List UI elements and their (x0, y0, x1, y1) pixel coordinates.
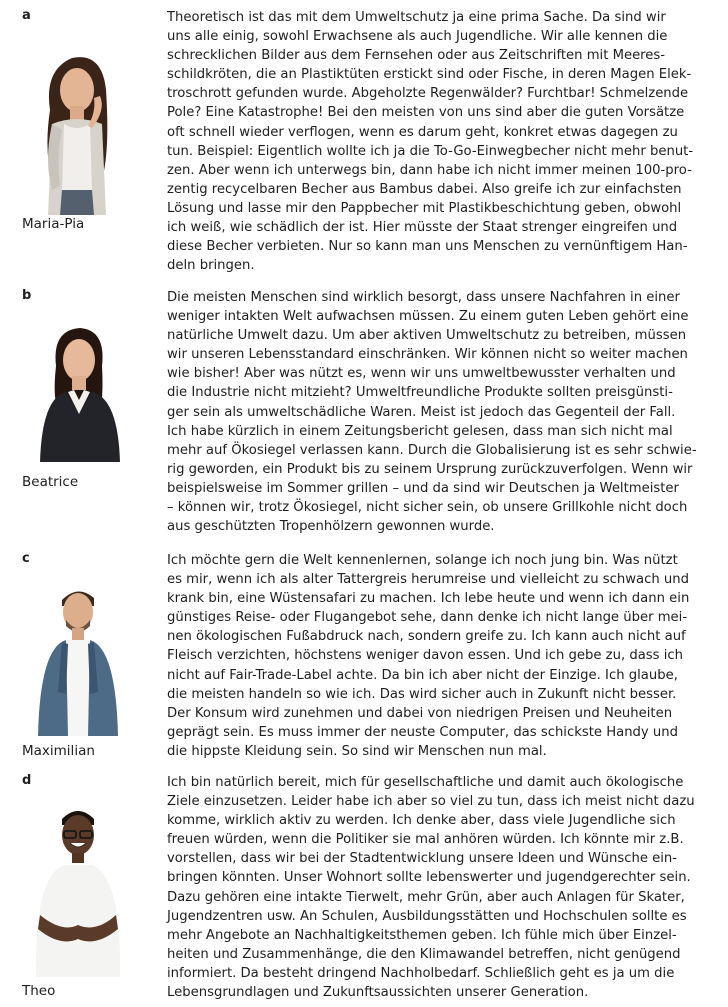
text-line: weniger intakten Welt aufwachsen müssen. Zu einem guten Leben gehört eine (167, 309, 689, 325)
text-line: wie bisher! Aber was nützt es, wenn wir uns umweltbewusster verhalten und (167, 366, 676, 382)
text-line: heiten und Zusammenhänge, die den Klimawandel betreffen, nicht genügend (167, 946, 681, 962)
text-line: nicht auf Fair-Trade-Label achte. Da bin ich aber nicht der Einzige. Ich glaube, (167, 667, 678, 683)
text-line: schrecklichen Bilder aus dem Fernsehen oder aus Zeitschriften mit Meeres- (167, 48, 666, 64)
text-line: mehr Angebote an Nachhaltigkeitsthemen geben. Ich fühle mich über Einzel- (167, 927, 677, 943)
text-line: beispielsweise im Sommer grillen – und da sind wir Deutschen ja Weltmeister (167, 480, 679, 496)
text-line: diese Becher verbieten. Nur so kann man uns Menschen zu vernünftigem Han- (167, 239, 688, 255)
text-line: die hippste Kleidung sein. So sind wir Menschen nun mal. (167, 743, 547, 759)
statement-text (167, 288, 707, 536)
text-line: oft schnell wieder verflogen, wenn es darum geht, konkret etwas dagegen zu (167, 124, 678, 140)
text-line: ger sein als umweltschädliche Waren. Meist ist jedoch das Gegenteil der Fall. (167, 404, 676, 420)
text-line: krank bin, eine Wüstensafari zu machen. Ich lebe heute und wenn ich dann ein (167, 591, 690, 607)
text-line: deln bringen. (167, 258, 255, 274)
text-line: Der Konsum wird zunehmen und dabei von niedrigen Preisen und Neuheiten (167, 705, 673, 721)
photo-beatrice (22, 314, 132, 462)
text-line: troschrott gefunden wurde. Abgeholzte Regenwälder? Furchtbar! Schmelzende (167, 86, 689, 102)
text-line: günstiges Reise- oder Flugangebot sehe, dann denke ich nicht lange über mei- (167, 610, 688, 626)
text-line: Ich möchte gern die Welt kennenlernen, solange ich noch jung bin. Was nützt (167, 553, 678, 568)
text-line: informiert. Da besteht dringend Nachholbedarf. Schließlich geht es ja um die (167, 965, 675, 981)
text-line: Pole? Eine Katastrophe! Bei den meisten von uns sind aber die guten Vorsätze (167, 105, 685, 121)
text-line: die meisten handeln so wie ich. Das wird sicher auch in Zukunft nicht besser. (167, 686, 677, 702)
entry-b (0, 288, 728, 533)
text-line: freuen würden, wenn die Politiker sie mal anhören würden. Ich könnte mir z.B. (167, 832, 684, 848)
person-portrait-icon (22, 576, 132, 736)
text-line: Jugendzentren usw. An Schulen, Ausbildungsstätten und Hochschulen sollte es (167, 908, 687, 924)
text-line: Lösung und lasse mir den Pappbecher mit Plastikbeschichtung geben, obwohl (167, 200, 682, 216)
entry-letter: c (22, 551, 30, 566)
text-line: aus geschützten Tropenhölzern gewonnen wurde. (167, 519, 495, 535)
entry-c (0, 551, 728, 761)
person-name: Maria-Pia (22, 216, 85, 232)
entry-letter: a (22, 8, 31, 23)
statement-text (167, 8, 707, 275)
text-line: zentig recycelbaren Becher aus Bambus dabei. Also greife ich zur einfachsten (167, 181, 682, 197)
entry-letter: d (22, 773, 32, 788)
statement-text (167, 551, 707, 761)
photo-maximilian (22, 576, 132, 736)
text-line: natürliche Umwelt dazu. Um aber aktiven Umweltschutz zu betreiben, müssen (167, 328, 687, 344)
text-line: die Industrie nicht mitzieht? Umweltfreundliche Produkte sollten preisgünsti- (167, 385, 673, 401)
text-line: schildkröten, die an Plastiktüten erstickt sind oder Fische, in deren Magen Elek- (167, 67, 692, 83)
text-line: nen ökologischen Fußabdruck nach, sondern greife zu. Ich kann auch nicht auf (167, 629, 686, 645)
text-line: bringen könnten. Unser Wohnort sollte lebenswerter und jugendgerechter sein. (167, 870, 691, 886)
text-line: geprägt sein. Es muss immer der neuste Computer, das schickste Handy und (167, 724, 679, 740)
text-line: Dazu gehören eine intakte Tierwelt, mehr Grün, aber auch Anlagen für Skater, (167, 889, 685, 905)
text-line: Ziele einzusetzen. Leider habe ich aber so viel zu tun, dass ich meist nicht dazu (167, 794, 695, 810)
text-line: vorstellen, dass wir bei der Stadtentwicklung unsere Ideen und Wünsche ein- (167, 851, 678, 867)
entry-d (0, 773, 728, 1003)
person-portrait-icon (22, 314, 132, 462)
text-line: zen. Aber wenn ich unterwegs bin, dann habe ich nicht immer meinen 100-pro- (167, 162, 692, 178)
text-line: mehr auf Ökosiegel verlassen kann. Durch die Globalisierung ist es sehr schwie- (167, 442, 697, 458)
entry-letter: b (22, 288, 32, 303)
person-portrait-icon (22, 40, 132, 215)
person-name: Maximilian (22, 743, 95, 759)
text-line: Ich habe kürzlich in einem Zeitungsbericht gelesen, dass man sich nicht mal (167, 423, 673, 439)
text-line: Lebensgrundlagen und Zukunftsaussichten unserer Generation. (167, 985, 589, 1001)
entry-a (0, 8, 728, 274)
person-name: Beatrice (22, 474, 79, 490)
statement-text (167, 773, 707, 1002)
text-line: es mir, wenn ich als alter Tattergreis herumreise und vielleicht zu schwach und (167, 572, 689, 588)
text-line: tun. Beispiel: Eigentlich wollte ich ja die To-Go-Einwegbecher nicht mehr benut- (167, 143, 694, 159)
person-name: Theo (22, 983, 56, 999)
text-line: rig geworden, ein Produkt bis zu seinem Ursprung zurückzuverfolgen. Wenn wir (167, 461, 693, 477)
text-line: Fleisch verzichten, höchstens weniger davon essen. Und ich gebe zu, dass ich (167, 648, 683, 664)
text-line: Ich bin natürlich bereit, mich für gesellschaftliche und damit auch ökologische (167, 775, 684, 790)
photo-maria-pia (22, 40, 132, 215)
photo-theo (22, 797, 132, 977)
text-line: – können wir, trotz Ökosiegel, nicht sicher sein, ob unsere Grillkohle nicht doch (167, 500, 688, 516)
text-line: uns alle einig, sowohl Erwachsene als auch Jugendliche. Wir alle kennen die (167, 29, 668, 45)
text-line: ich weiß, wie schädlich der ist. Hier müsste der Staat strenger eingreifen und (167, 220, 678, 236)
text-line: Theoretisch ist das mit dem Umweltschutz ja eine prima Sache. Da sind wir (167, 10, 666, 25)
text-line: komme, wirklich aktiv zu werden. Ich denke aber, dass viele Jugendliche sich (167, 813, 676, 829)
person-portrait-icon (22, 797, 132, 977)
text-line: wir unseren Lebensstandard einschränken. Wir können nicht so weiter machen (167, 347, 688, 363)
text-line: Die meisten Menschen sind wirklich besorgt, dass unsere Nachfahren in einer (167, 290, 680, 305)
